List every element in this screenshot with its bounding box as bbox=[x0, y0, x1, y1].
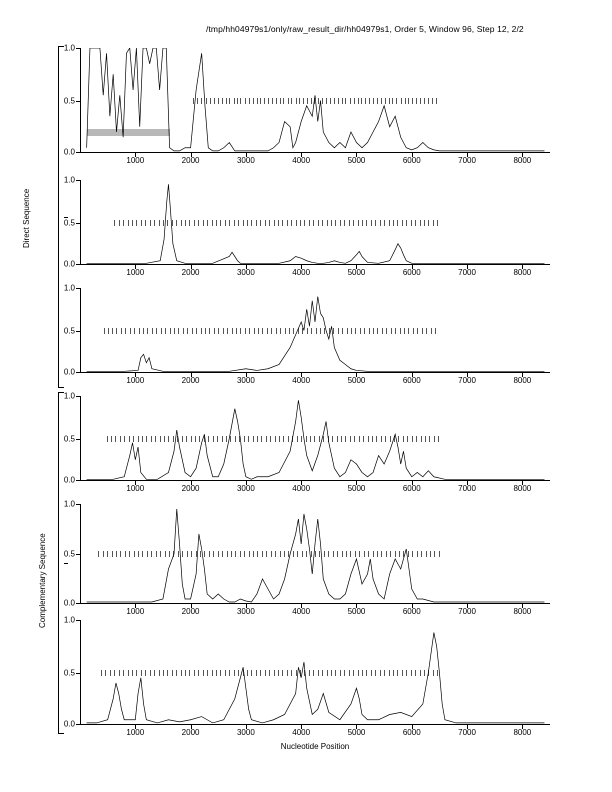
data-trace bbox=[80, 288, 550, 373]
x-tick-label: 1000 bbox=[126, 484, 145, 493]
x-tick-label: 5000 bbox=[347, 156, 366, 165]
x-tick-label: 2000 bbox=[181, 268, 200, 277]
complementary-sequence-bracket bbox=[58, 392, 64, 734]
y-tick-label: 0.5 bbox=[63, 434, 75, 443]
x-tick-label: 6000 bbox=[402, 607, 421, 616]
x-axis-label: Nucleotide Position bbox=[280, 742, 350, 751]
x-tick-label: 8000 bbox=[513, 156, 532, 165]
data-trace bbox=[80, 48, 550, 153]
chart-panel-5 bbox=[63, 499, 550, 616]
y-tick-label: 0.5 bbox=[63, 326, 75, 335]
y-tick-label: 1.0 bbox=[63, 43, 75, 53]
x-tick-label: 2000 bbox=[181, 156, 200, 165]
x-tick-label: 7000 bbox=[458, 728, 476, 737]
chart-panel-3 bbox=[63, 283, 550, 385]
x-tick-label: 5000 bbox=[347, 728, 366, 737]
x-tick-label: 3000 bbox=[236, 376, 255, 385]
x-tick-label: 2000 bbox=[181, 607, 200, 616]
x-tick-label: 2000 bbox=[181, 484, 200, 493]
x-tick-label: 5000 bbox=[347, 607, 366, 616]
x-tick-label: 4000 bbox=[292, 607, 311, 616]
x-tick-label: 1000 bbox=[126, 268, 145, 277]
x-tick-label: 4000 bbox=[292, 156, 311, 165]
data-trace bbox=[80, 504, 550, 604]
y-tick-label: 0.0 bbox=[63, 475, 75, 485]
x-tick-label: 7000 bbox=[458, 376, 476, 385]
figure-title: /tmp/hh04979s1/only/raw_result_dir/hh04979s1, Order 5, Window 96, Step 12, 2/2 bbox=[206, 24, 524, 34]
x-tick-label: 4000 bbox=[292, 728, 311, 737]
y-tick-label: 1.0 bbox=[63, 615, 75, 625]
data-trace bbox=[80, 396, 550, 481]
x-tick-label: 4000 bbox=[292, 484, 311, 493]
x-tick-label: 6000 bbox=[402, 728, 421, 737]
x-tick-label: 3000 bbox=[236, 156, 255, 165]
x-tick-label: 2000 bbox=[181, 728, 200, 737]
x-tick-label: 1000 bbox=[126, 376, 145, 385]
x-tick-label: 3000 bbox=[236, 484, 255, 493]
x-tick-label: 7000 bbox=[458, 156, 476, 165]
y-tick-label: 1.0 bbox=[63, 283, 75, 293]
x-tick-label: 1000 bbox=[126, 156, 145, 165]
x-tick-label: 7000 bbox=[458, 484, 476, 493]
x-tick-label: 4000 bbox=[292, 376, 311, 385]
x-tick-label: 1000 bbox=[126, 728, 145, 737]
x-tick-label: 6000 bbox=[402, 376, 421, 385]
x-tick-label: 8000 bbox=[513, 607, 532, 616]
x-tick-label: 3000 bbox=[236, 268, 255, 277]
x-tick-label: 5000 bbox=[347, 268, 366, 277]
x-tick-label: 7000 bbox=[458, 268, 476, 277]
y-tick-label: 1.0 bbox=[63, 499, 75, 509]
chart-panel-2 bbox=[63, 175, 550, 277]
y-tick-label: 0.0 bbox=[63, 598, 75, 608]
x-tick-label: 2000 bbox=[181, 376, 200, 385]
y-axis-label-complementary: Complementary Sequence bbox=[38, 533, 47, 628]
chart-panel-6 bbox=[63, 615, 550, 737]
chart-panel-1 bbox=[63, 43, 550, 165]
x-tick-label: 6000 bbox=[402, 484, 421, 493]
x-tick-label: 6000 bbox=[402, 268, 421, 277]
y-tick-label: 0.5 bbox=[63, 668, 75, 677]
x-tick-label: 5000 bbox=[347, 484, 366, 493]
y-tick-label: 0.5 bbox=[63, 218, 75, 227]
y-tick-label: 0.5 bbox=[63, 549, 75, 559]
y-tick-label: 1.0 bbox=[63, 175, 75, 185]
y-tick-label: 0.0 bbox=[63, 367, 75, 377]
data-trace bbox=[80, 180, 550, 265]
x-tick-label: 3000 bbox=[236, 728, 255, 737]
x-tick-label: 8000 bbox=[513, 728, 532, 737]
data-trace bbox=[80, 620, 550, 725]
x-tick-label: 7000 bbox=[458, 607, 476, 616]
x-tick-label: 8000 bbox=[513, 268, 532, 277]
x-tick-label: 5000 bbox=[347, 376, 366, 385]
y-tick-label: 0.0 bbox=[63, 259, 75, 269]
y-axis-label-direct: Direct Sequence bbox=[22, 188, 31, 248]
y-tick-label: 0.0 bbox=[63, 147, 75, 157]
x-tick-label: 6000 bbox=[402, 156, 421, 165]
x-tick-label: 8000 bbox=[513, 484, 532, 493]
x-tick-label: 1000 bbox=[126, 607, 145, 616]
y-tick-label: 1.0 bbox=[63, 391, 75, 401]
y-tick-label: 0.5 bbox=[63, 96, 75, 105]
x-tick-label: 4000 bbox=[292, 268, 311, 277]
x-tick-label: 8000 bbox=[513, 376, 532, 385]
y-tick-label: 0.0 bbox=[63, 719, 75, 729]
x-tick-label: 3000 bbox=[236, 607, 255, 616]
chart-panel-4 bbox=[63, 391, 550, 493]
